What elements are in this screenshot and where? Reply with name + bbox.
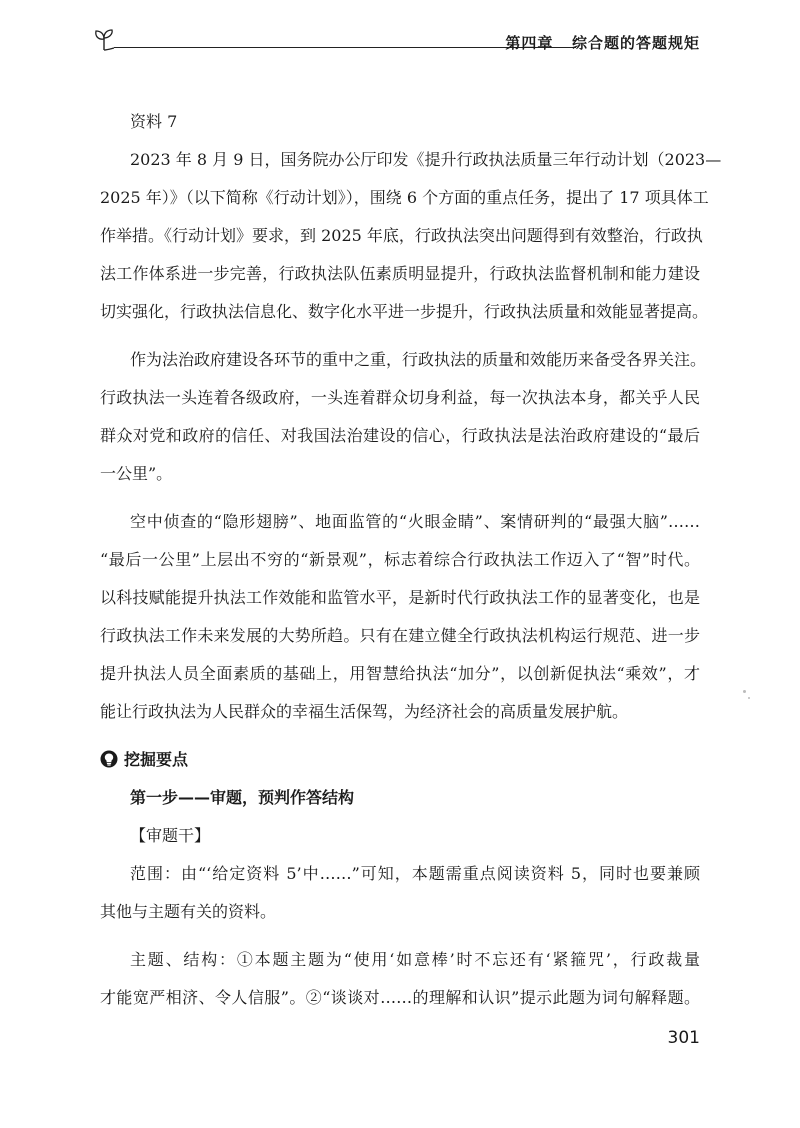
material-paragraph-1 <box>100 141 722 331</box>
text-line: 2023 年 8 月 9 日，国务院办公厅印发《提升行政执法质量三年行动计划（2023— <box>130 150 722 169</box>
scan-speck <box>748 697 750 699</box>
material-paragraph-3 <box>100 503 700 731</box>
text-line: 范围：由“‘给定资料 5’中……”可知，本题需重点阅读资料 5，同时也要兼顾 <box>130 864 700 883</box>
chapter-title: 第四章 综合题的答题规矩 <box>505 34 700 52</box>
page-body <box>100 103 722 1017</box>
text-line: 2025 年）》（以下简称《行动计划》），围绕 6 个方面的重点任务，提出了 17 项具体工 <box>100 188 709 207</box>
text-line: 空中侦查的“隐形翅膀”、地面监管的“火眼金睛”、案情研判的“最强大脑”…… <box>130 512 700 531</box>
text-line: 作为法治政府建设各环节的重中之重，行政执法的质量和效能历来备受各界关注。 <box>130 350 707 369</box>
lightbulb-icon <box>100 750 118 768</box>
section-heading <box>100 741 700 779</box>
theme-paragraph <box>100 941 700 1017</box>
running-header <box>92 28 700 54</box>
scope-paragraph <box>100 855 700 931</box>
text-line: 提升执法人员全面素质的基础上，用智慧给执法“加分”，以创新促执法“乘效”，才 <box>100 664 700 683</box>
text-line: 其他与主题有关的资料。 <box>100 902 277 921</box>
material-title: 资料 7 <box>130 112 178 131</box>
step-heading: 第一步——审题，预判作答结构 <box>130 788 355 807</box>
text-line: 以科技赋能提升执法工作效能和监管水平，是新时代行政执法工作的显著变化，也是 <box>100 588 700 607</box>
sprout-icon <box>92 28 118 52</box>
text-line: 作举措。《行动计划》要求，到 2025 年底，行政执法突出问题得到有效整治，行政执 <box>100 226 703 245</box>
text-line: 主题、结构：①本题主题为“使用‘如意棒’时不忘还有‘紧箍咒’，行政裁量 <box>130 950 700 969</box>
text-line: “最后一公里”上层出不穷的“新景观”，标志着综合行政执法工作迈入了“智”时代。 <box>100 550 700 569</box>
section-heading-text: 挖掘要点 <box>124 750 189 769</box>
bracket-label: 【审题干】 <box>130 826 211 845</box>
text-line: 行政执法工作未来发展的大势所趋。只有在建立健全行政执法机构运行规范、进一步 <box>100 626 700 645</box>
material-paragraph-2 <box>100 341 707 493</box>
text-line: 法工作体系进一步完善，行政执法队伍素质明显提升，行政执法监督机制和能力建设 <box>100 264 700 283</box>
page-number: 301 <box>667 1028 700 1048</box>
text-line: 切实强化，行政执法信息化、数字化水平进一步提升，行政执法质量和效能显著提高。 <box>100 302 709 321</box>
text-line: 群众对党和政府的信任、对我国法治建设的信心，行政执法是法治政府建设的“最后 <box>100 426 700 445</box>
text-line: 才能宽严相济、令人信服”。②“谈谈对……的理解和认识”提示此题为词句解释题。 <box>100 988 700 1007</box>
scan-speck <box>743 690 746 693</box>
text-line: 行政执法一头连着各级政府，一头连着群众切身利益，每一次执法本身，都关乎人民 <box>100 388 700 407</box>
text-line: 能让行政执法为人民群众的幸福生活保驾，为经济社会的高质量发展护航。 <box>100 702 629 721</box>
text-line: 一公里”。 <box>100 464 173 483</box>
